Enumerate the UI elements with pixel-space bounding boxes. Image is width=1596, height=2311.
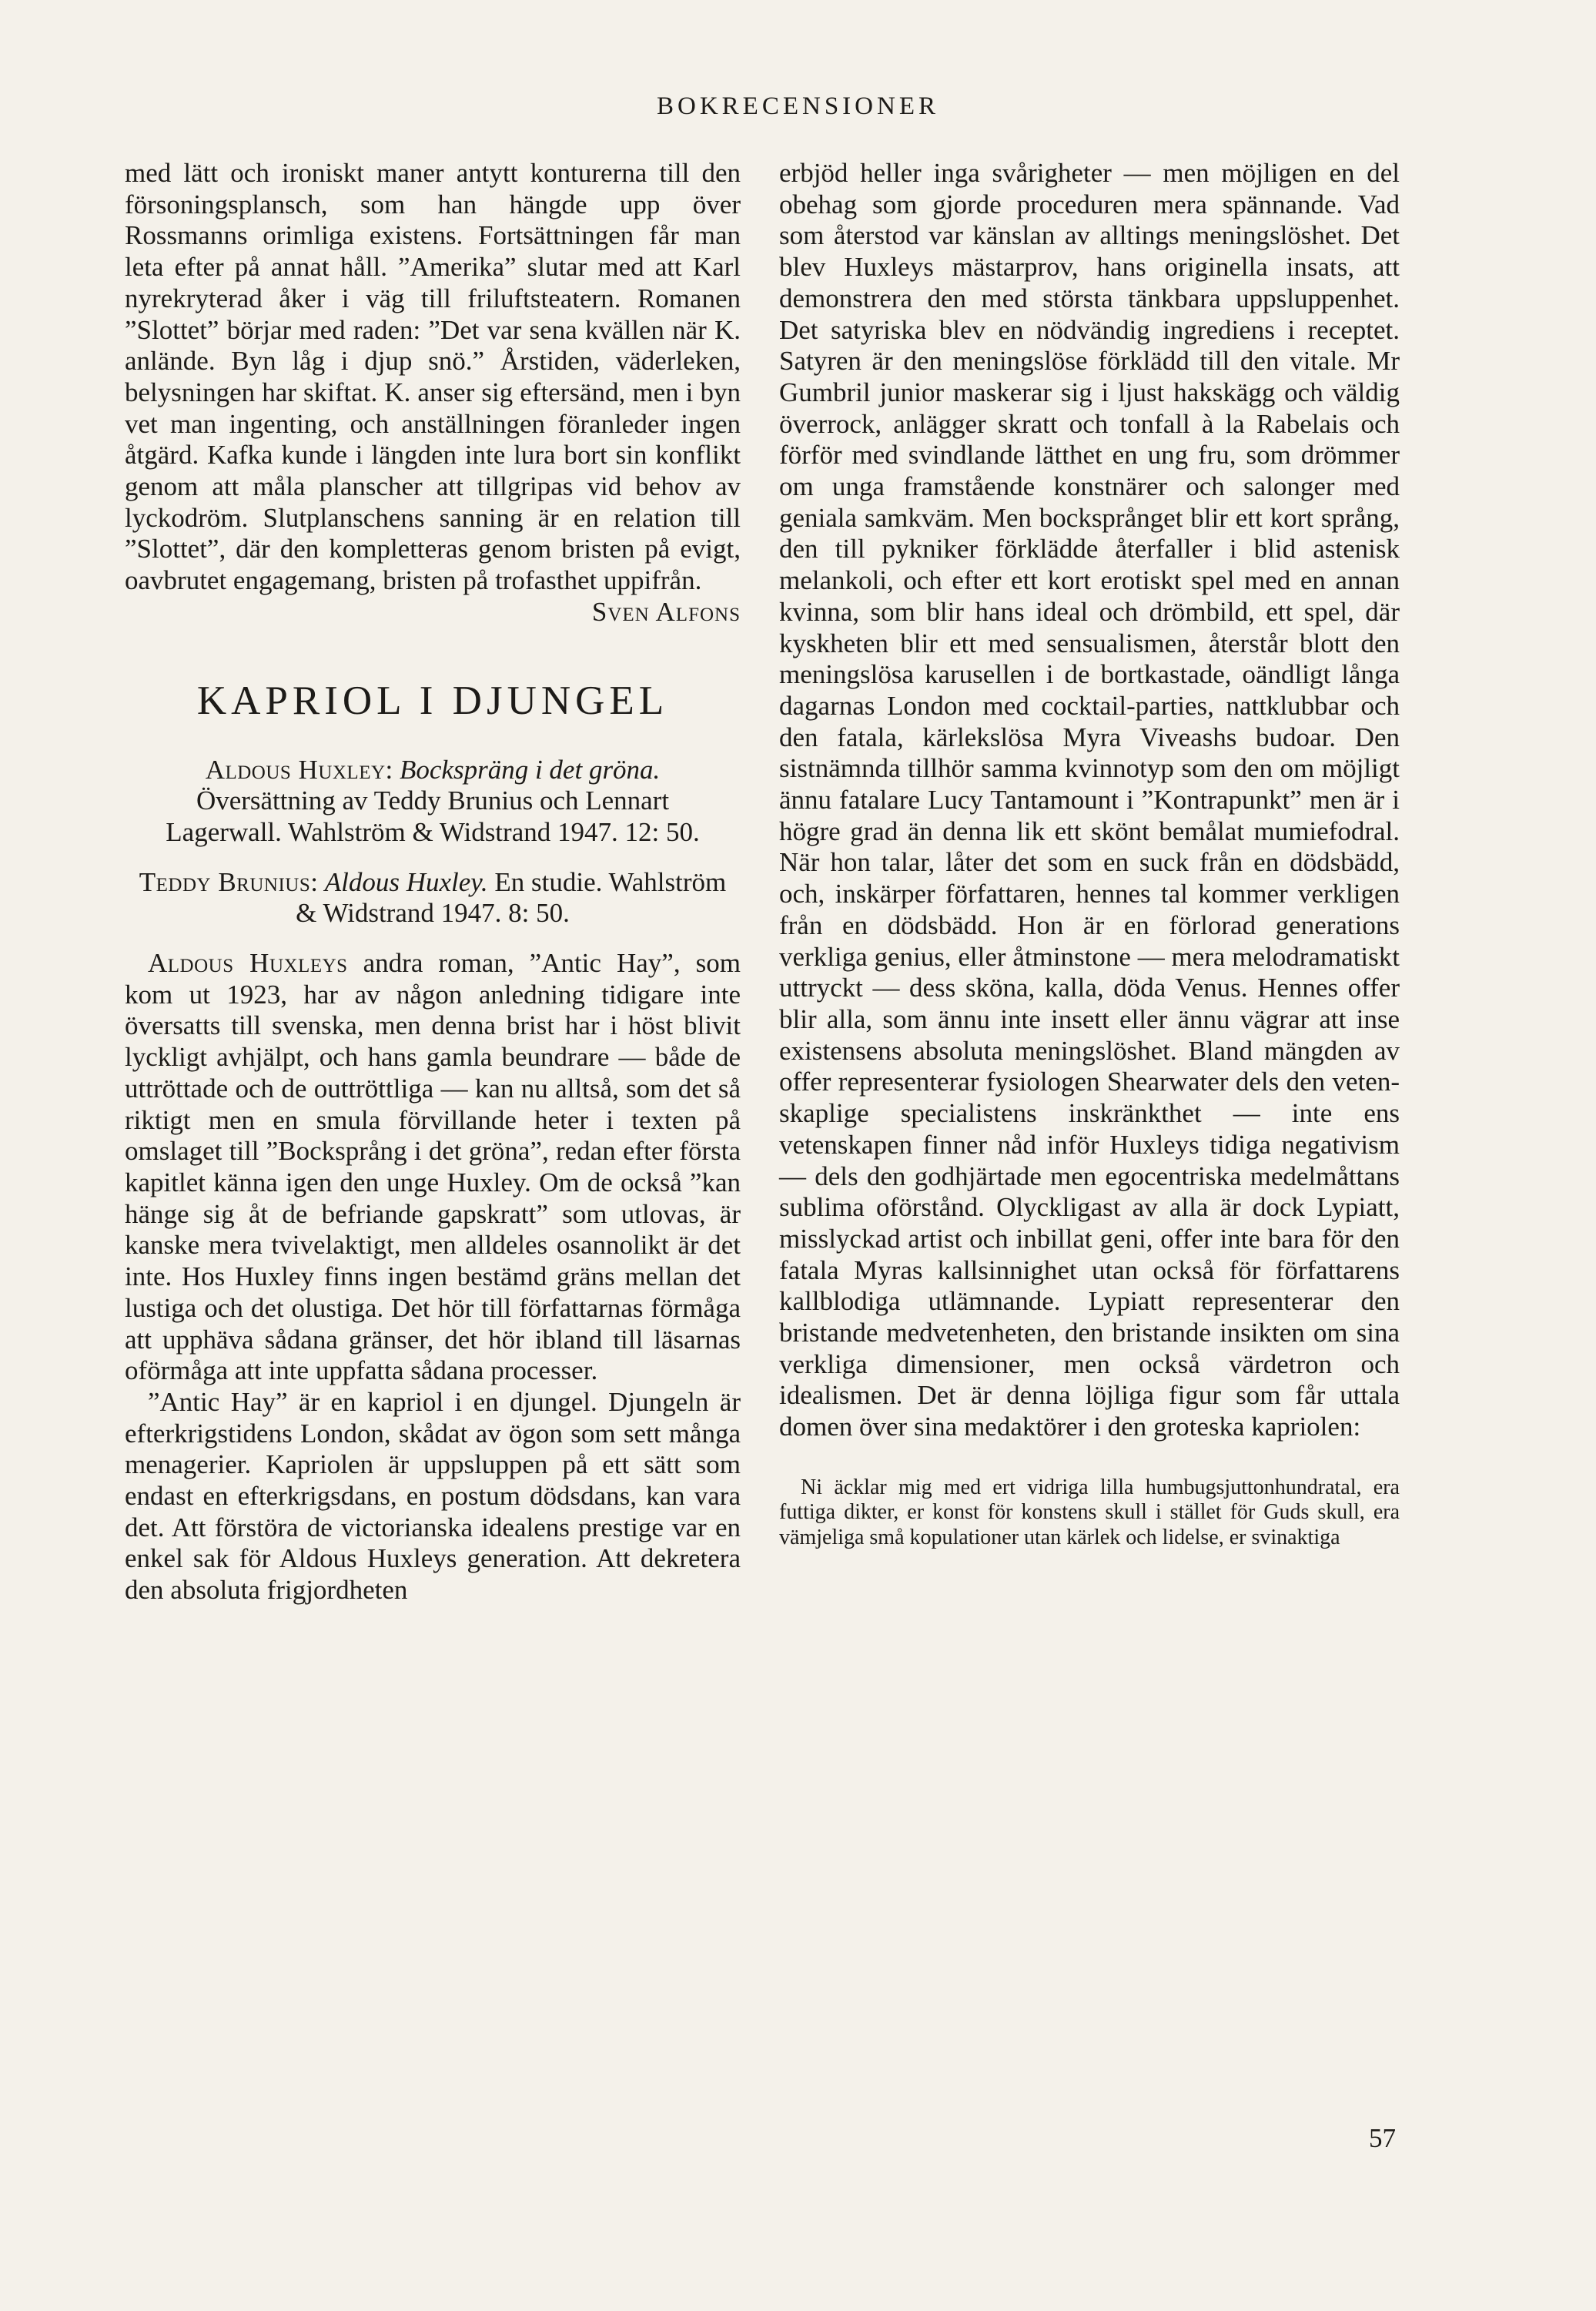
review-title: KAPRIOL I DJUNGEL: [196, 678, 669, 723]
left-paragraph-1: med lätt och ironiskt maner antytt konturerna till den försoningsplansch, som han hängde upp över Rossmanns orimliga existens. Fortsättningen får man leta efter på annat håll. ”Amerika” slutar med att Karl nyrekryterad åker i väg till friluftsteatern. Romanen ”Slottet” börjar med raden: ”Det var sena kvällen när K. anlände. Byn låg i djup snö.” Årstiden, väderleken, belysningen har skiftat. K. anser sig eftersänd, men i byn vet man ingenting, och anställningen föranleder ingen åtgärd. Kafka kunde i längden inte lura bort sin konflikt genom att måla planscher att tillgripas vid behov av lyckodröm. Slutplanschens sanning är en relation till ”Slottet”, där den kompletteras genom bristen på evigt, oavbrutet engagemang, bristen på trofasthet uppifrån.: [125, 158, 741, 596]
page-number: 57: [1369, 2123, 1396, 2153]
bib2-details: En studie. Wahlström & Widstrand 1947. 8: 50.: [296, 866, 727, 929]
bib1-separator: :: [385, 754, 400, 785]
reviewer-signature: Sven Alfons: [591, 596, 741, 627]
bib1-title: Bockspräng i det gröna.: [400, 754, 661, 785]
running-header: BOKRECENSIONER: [656, 92, 940, 120]
right-paragraph-1: erbjöd heller inga svårigheter — men möjligen en del obehag som gjorde proceduren mera spännande. Vad som återstod var känslan av alltings meningslöshet. Det blev Huxleys mästarprov, hans originella insats, att demonstrera den med största tänkbara uppsluppenhet. Det satyriska blev en nödvändig ingrediens i receptet. Satyren är den meningslöse förklädd till den vitale. Mr Gumbril junior maskerar sig i ljust hakskägg och väldig överrock, anlägger skratt och tonfall à la Rabelais och förför med svindlande lätthet en ung fru, som drömmer om unga framstående konstnärer och salonger med geniala samkväm. Men bocksprånget blir ett kort språng, den till pykniker förklädde återfaller i blid astenisk melankoli, och efter ett kort erotiskt spel med en annan kvinna, som blir hans ideal och drömbild, ett spel, där kyskheten blir ett med sensualismen, återstår blott den meningslösa karusellen i de bortkastade, oändligt långa dagarnas London med cocktail-parties, nattklubbar och den fatala, kärlekslösa Myra Viveashs budoar. Den sistnämnda tillhör samma kvinnotyp som den om möjligt ännu fatalare Lucy Tantamount i ”Kontrapunkt” men är i högre grad än denna lik ett skönt bemålat mumiefodral. När hon talar, låter det som en suck från en dödsbädd, och, inskärper författaren, hennes tal kommer verkligen från en dödsbädd. Hon är en förlorad generations verkliga genius, eller åtminstone — mera melodramatiskt uttryckt — dess sköna, kalla, döda Venus. Hennes offer blir alla, som ännu inte insett eller ännu vägrar att inse existensens absoluta meningslöshet. Bland mängden av offer representerar fysiologen Shearwater dels den vetenskaplige specialistens inskränkthet — inte ens vetenskapen finner nåd inför Huxleys tidiga negativism — dels den godhjärtade men egocentriska medelmåttans sublima oförstånd. Olyckligast av alla är dock Lypiatt, misslyckad artist och inbillat geni, offer inte bara för den fatala Myras kallsinnighet utan också för författarens kallblodiga utlämnande. Lypiatt representerar den bristande medvetenheten, den bristande insikten om sina verkliga dimensioner, men också värdetron och idealismen. Det är denna löjliga figur som får uttala domen över sina medaktörer i den groteska kapriolen:: [779, 158, 1400, 1442]
bibliography-entry-2: [125, 867, 741, 929]
left-paragraph-2: [125, 948, 741, 1387]
left-paragraph-3: ”Antic Hay” är en kapriol i en djungel. Djungeln är efterkrigstidens London, skådat av ögon som sett många menagerier. Kapriolen är uppsluppen på ett sätt som endast en efterkrigsdans, en postum dödsdans, kan vara det. Att förstöra de victorianska idealens prestige var en enkel sak för Aldous Huxleys generation. Att dekretera den absoluta frigjordheten: [125, 1386, 741, 1606]
left-column: [125, 158, 741, 1606]
block-quote: Ni äcklar mig med ert vidriga lilla humbugsjuttonhundratal, era futtiga dikter, er konst för konstens skull i stället för Guds skull, era vämjeliga små kopulationer utan kärlek och lidelse, er svinaktiga: [779, 1475, 1400, 1549]
left-paragraph-2-body: andra roman, ”Antic Hay”, som kom ut 1923, har av någon anledning tidigare inte översatts till svenska, men denna brist har i höst blivit lyckligt avhjälpt, och hans gamla beundrare — både de uttröttade och de outtröttliga — kan nu alltså, som det så riktigt men en smula förvillande heter i texten på omslaget till ”Bocksprång i det gröna”, redan efter första kapitlet känna igen den unge Huxley. Om de också ”kan hänge sig åt de befriande gapskratt” som utlovas, är kanske mera tvivelaktigt, men alldeles osannolikt är det inte. Hos Huxley finns ingen bestämd gräns mellan det lustiga och det olustiga. Det hör till författarnas förmåga att upphäva sådana gränser, det hör ibland till läsarnas oförmåga att inte uppfatta sådana processer.: [125, 948, 741, 1386]
bib2-author: Teddy Brunius: [139, 866, 311, 897]
bibliography-entry-1: [125, 755, 741, 849]
bib2-separator: :: [310, 866, 325, 897]
bib1-author: Aldous Huxley: [205, 754, 386, 785]
right-column: [779, 158, 1400, 1550]
bib2-title: Aldous Huxley.: [324, 866, 488, 897]
paragraph-lead-in: Aldous Huxleys: [148, 948, 348, 979]
bib1-details: Översättning av Teddy Brunius och Lennart Lagerwall. Wahlström & Widstrand 1947. 12: 50.: [166, 785, 700, 847]
